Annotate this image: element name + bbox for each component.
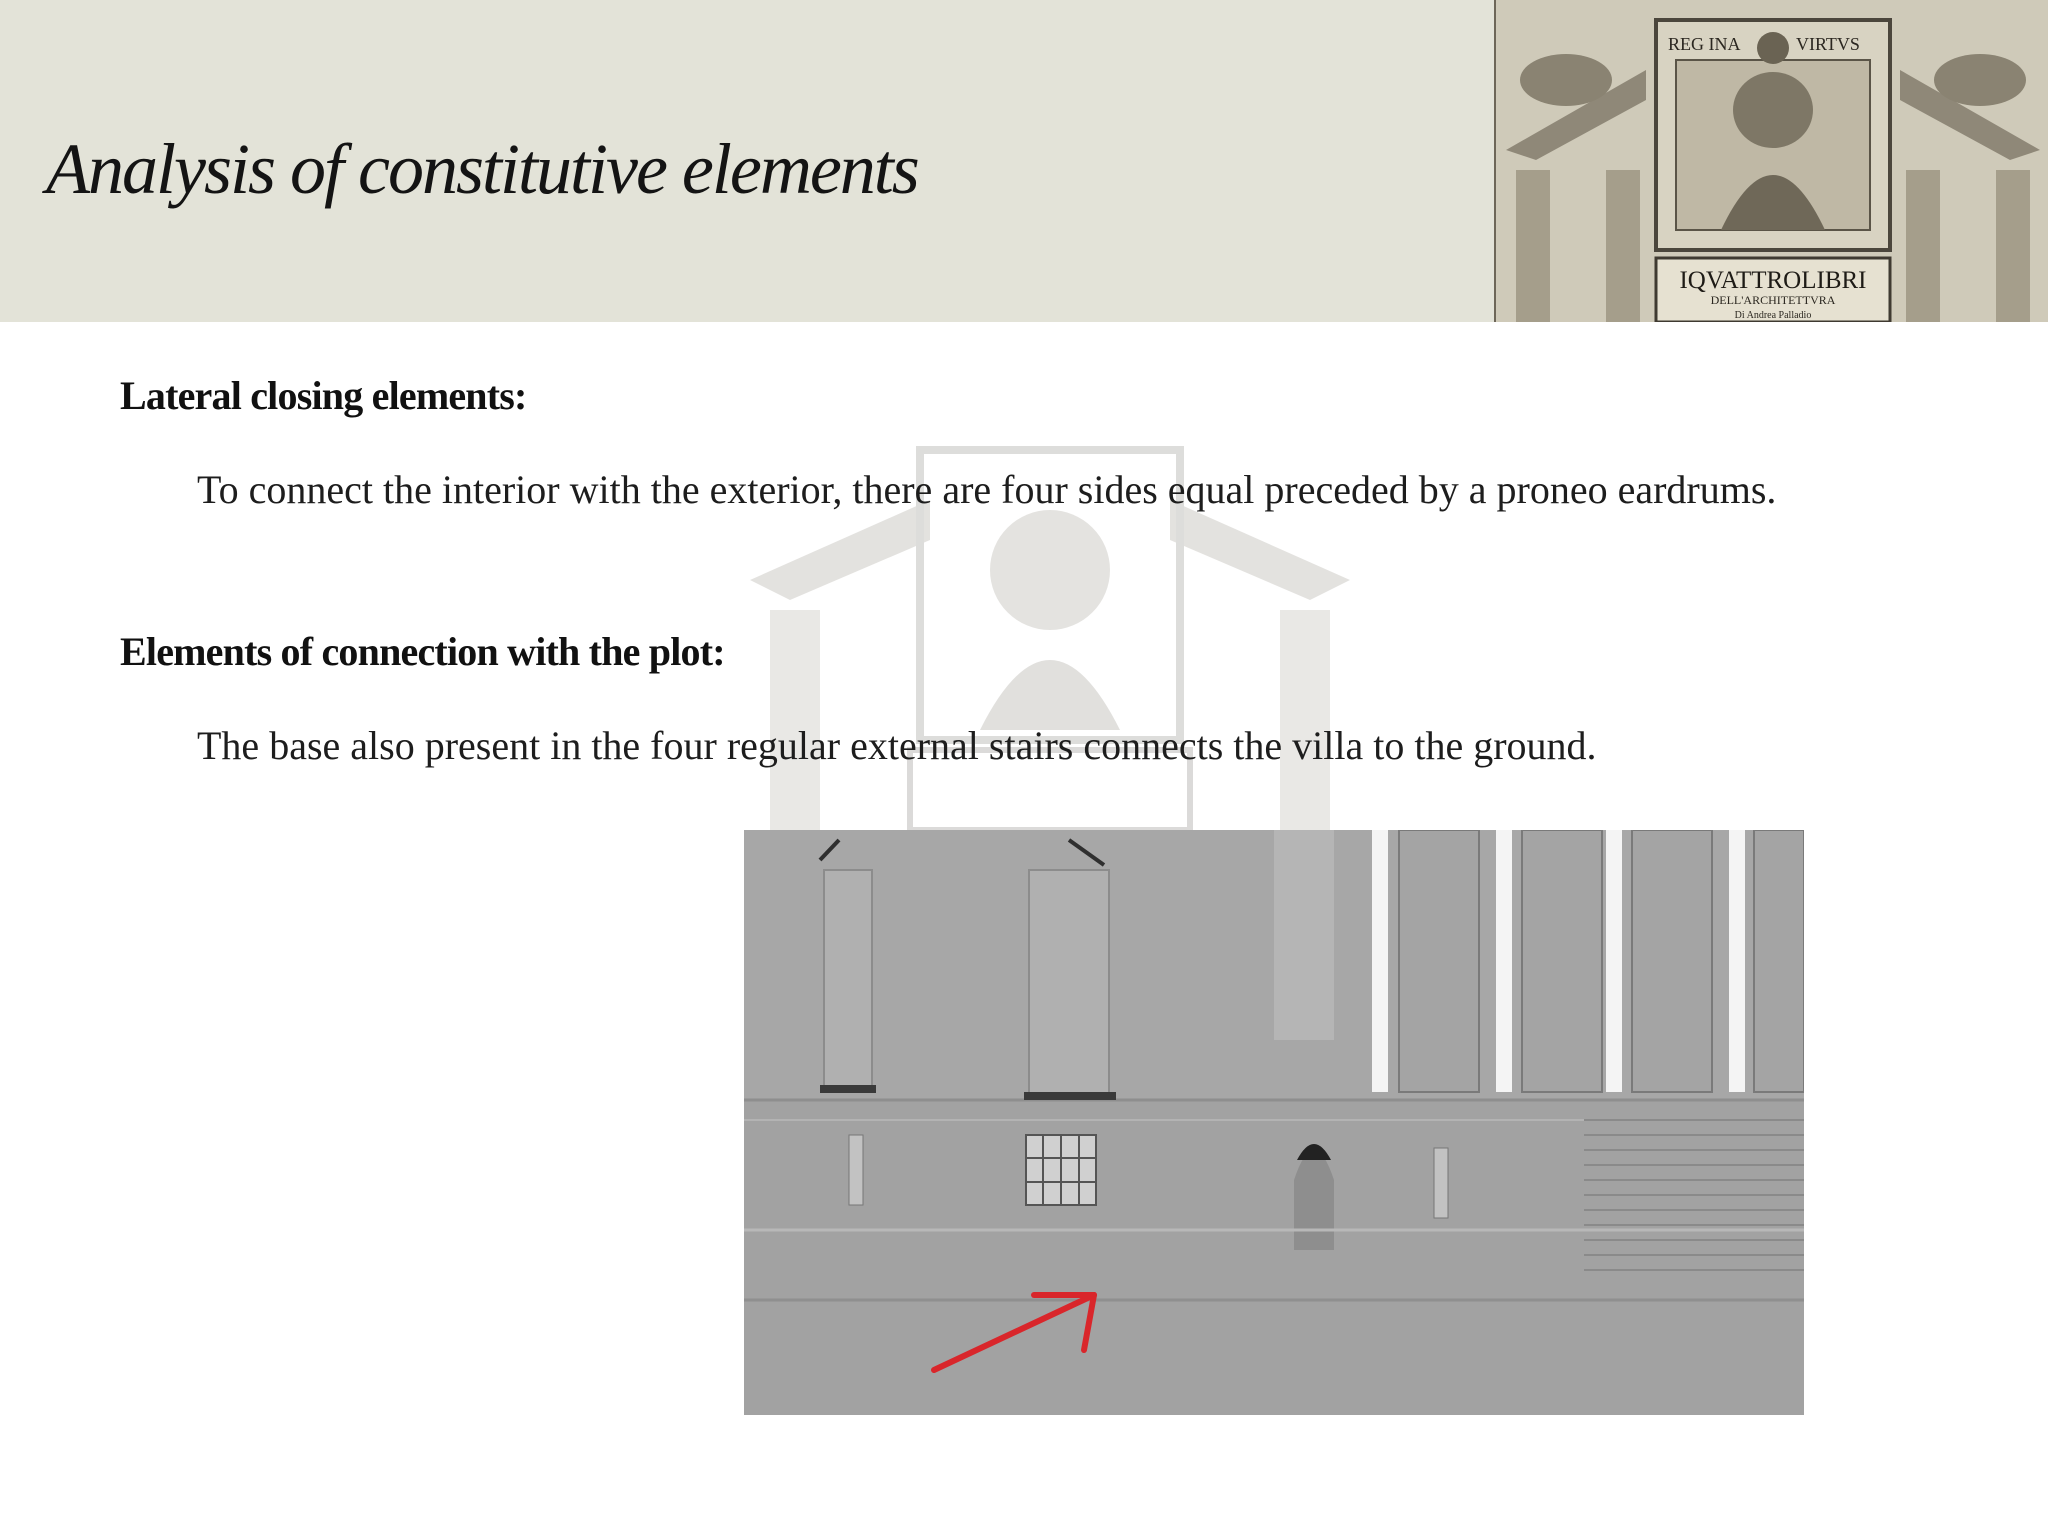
book-author: Di Andrea Palladio — [1734, 310, 1812, 321]
section-heading-lateral: Lateral closing elements: — [120, 373, 527, 418]
book-title: IQVATTROLIBRI — [1679, 267, 1867, 294]
slide-title: Analysis of constitutive elements — [46, 129, 918, 209]
render-drawing — [744, 830, 1804, 1415]
section-heading-connection: Elements of connection with the plot: — [120, 629, 725, 674]
section-body-connection: The base also present in the four regular external stairs connects the villa to the ground. — [197, 723, 1597, 768]
inscription-left: REG INA — [1668, 34, 1741, 54]
villa-base-render-image — [744, 830, 1804, 1415]
book-subtitle: DELL'ARCHITETTVRA — [1710, 293, 1836, 307]
inscription-right: VIRTVS — [1796, 34, 1860, 54]
section-body-lateral: To connect the interior with the exterior, there are four sides equal preceded by a proneo eardrums. — [197, 467, 1777, 512]
palladio-engraving-image — [1494, 0, 2048, 322]
engraving-drawing — [1496, 0, 2048, 322]
